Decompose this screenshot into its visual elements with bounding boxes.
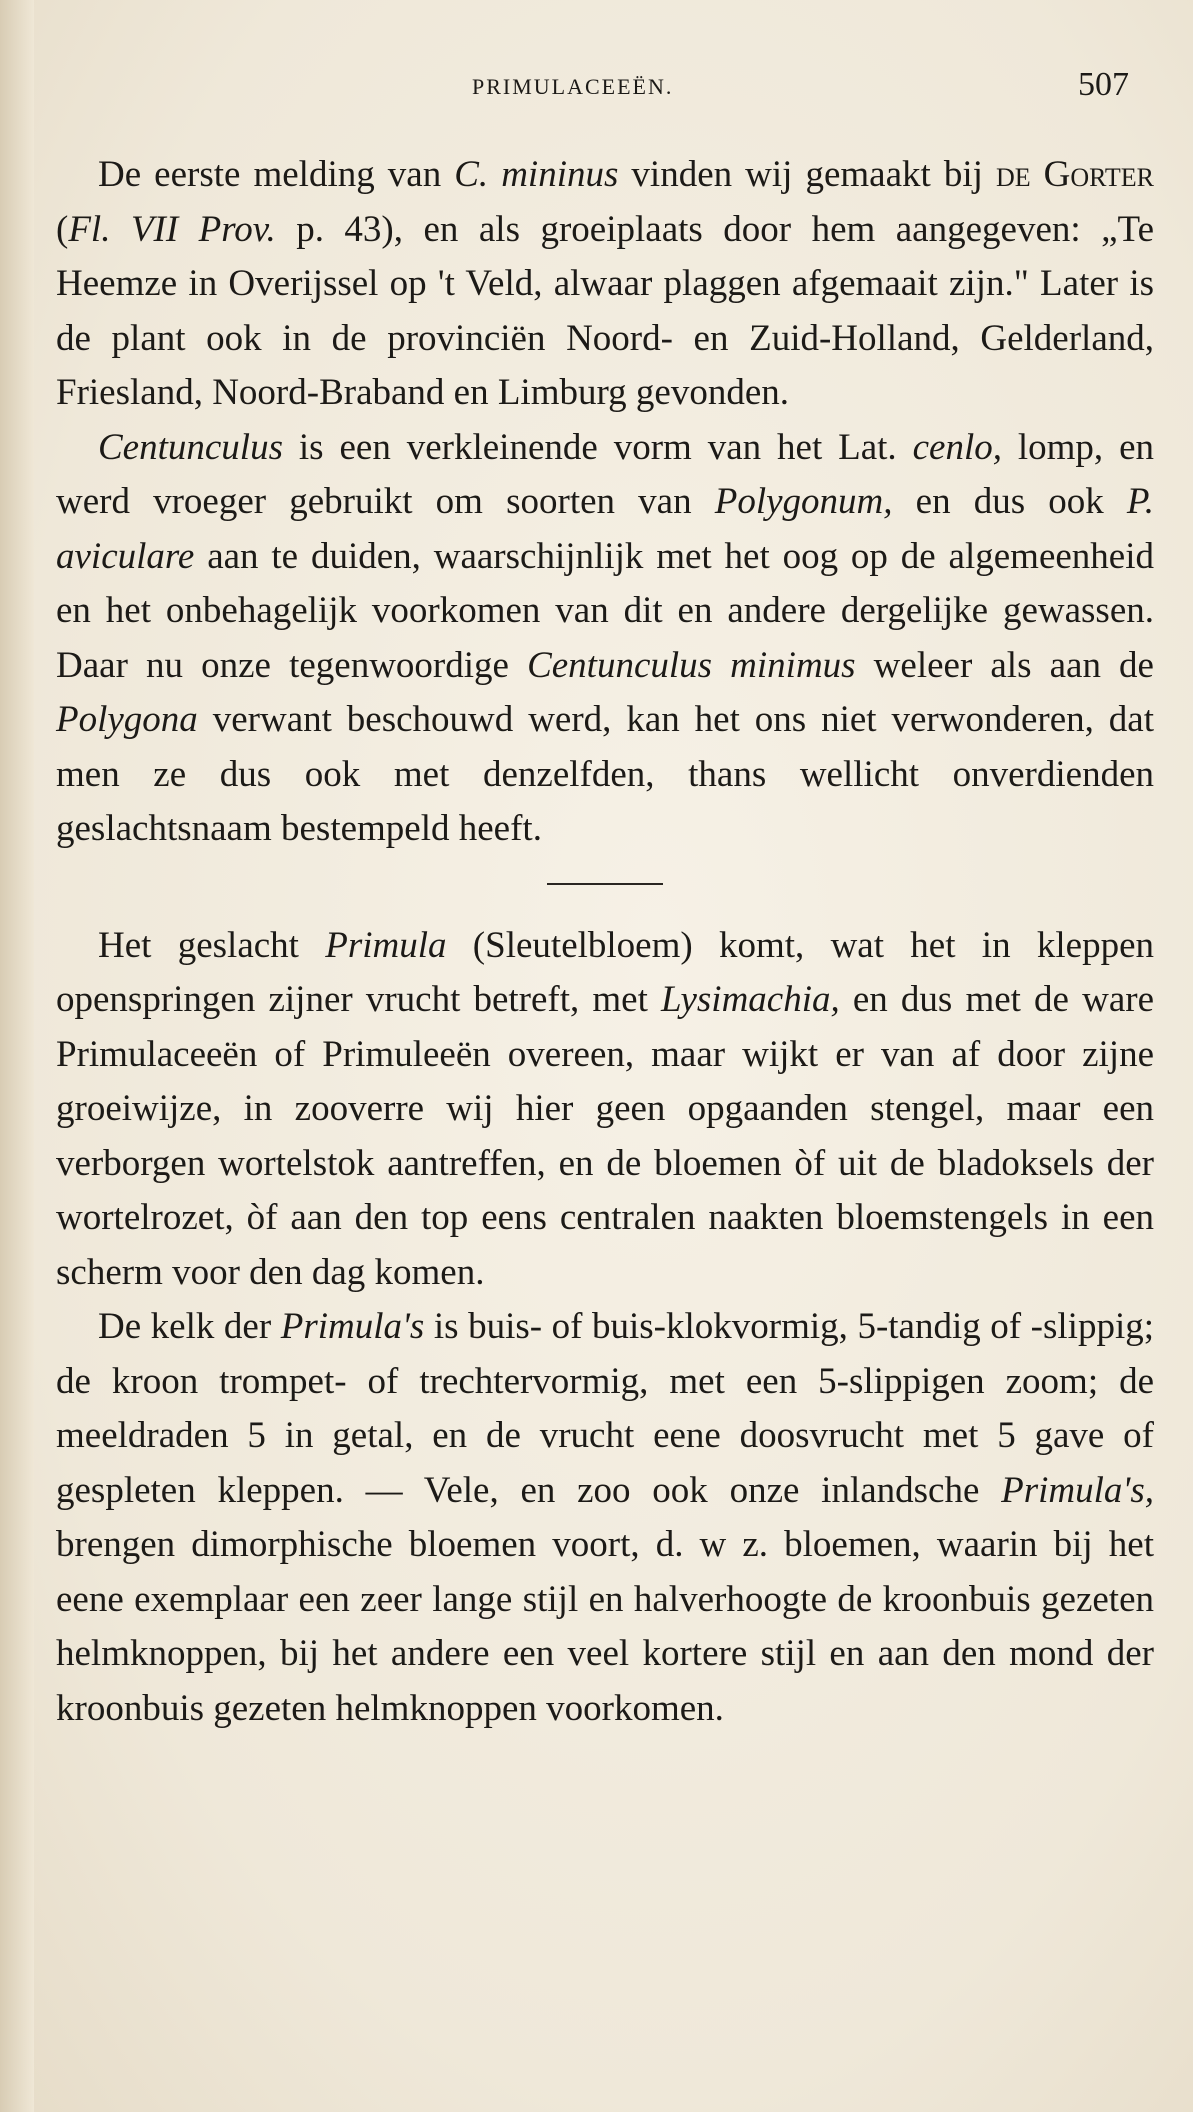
section-divider: [547, 883, 663, 885]
body-text: [56, 148, 1154, 1736]
running-title: PRIMULACEEËN.: [472, 74, 674, 99]
paragraph-3: Het geslacht Primula (Sleutelbloem) komt, wat het in kleppen openspringen zijner vrucht betreft, met Lysimachia, en dus met de ware Primulaceeën of Primuleeën overeen, maar wijkt er van af door zijne groeiwijze, in zooverre wij hier geen opgaanden stengel, maar een verborgen wortelstok aantreffen, en de bloemen òf uit de bladoksels der wortelrozet, òf aan den top eens centralen naakten bloemstengels in een scherm voor den dag komen.: [56, 924, 1154, 1293]
page-number: 507: [1078, 66, 1129, 103]
running-head: [0, 66, 1193, 106]
paragraph-4: De kelk der Primula's is buis- of buis-klokvormig, 5-tandig of -slippig; de kroon trompet- of trechtervormig, met een 5-slippigen zoom; de meeldraden 5 in getal, en de vrucht eene doosvrucht met 5 gave of gespleten kleppen. — Vele, en zoo ook onze inlandsche Primula's, brengen dimorphische bloemen voort, d. w z. bloemen, waarin bij het eene exemplaar een zeer lange stijl en halverhoogte de kroonbuis gezeten helmknoppen, bij het andere een veel kortere stijl en aan den mond der kroonbuis gezeten helmknoppen voorkomen.: [56, 1306, 1155, 1729]
paragraph-1: De eerste melding van C. mininus vinden wij gemaakt bij de Gorter (Fl. VII Prov. p. 43), en als groeiplaats door hem aangegeven: „Te Heemze in Overijssel op 't Veld, alwaar plaggen afgemaait zijn." Later is de plant ook in de provinciën Noord- en Zuid-Holland, Gelderland, Friesland, Noord-Braband en Limburg gevonden.: [56, 154, 1155, 413]
page-gutter-shadow: [0, 0, 34, 2112]
paragraph-2: Centunculus is een verkleinende vorm van het Lat. cenlo, lomp, en werd vroeger gebruikt om soorten van Polygonum, en dus ook P. aviculare aan te duiden, waarschijnlijk met het oog op de algemeenheid en het onbehagelijk voorkomen van dit en andere dergelijke gewassen. Daar nu onze tegenwoordige Centunculus minimus weleer als aan de Polygona verwant beschouwd werd, kan het ons niet verwonderen, dat men ze dus ook met denzelfden, thans wellicht onverdienden geslachtsnaam bestempeld heeft.: [56, 426, 1155, 849]
